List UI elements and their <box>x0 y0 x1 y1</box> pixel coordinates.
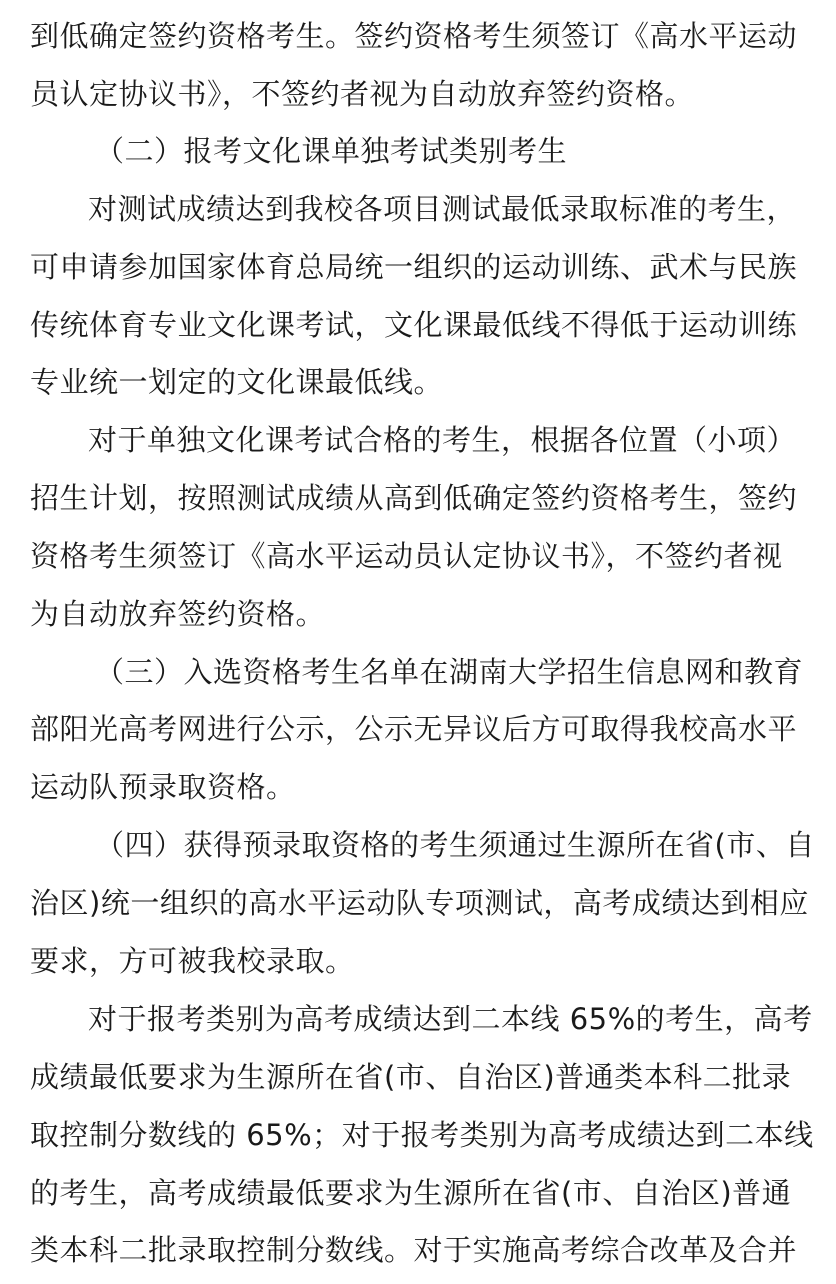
text-line: 取控制分数线的 65%；对于报考类别为高考成绩达到二本线 <box>30 1118 814 1152</box>
text-line: 的考生，高考成绩最低要求为生源所在省(市、自治区)普通 <box>30 1176 792 1210</box>
text-line: 员认定协议书》，不签约者视为自动放弃签约资格。 <box>30 77 695 111</box>
text-line: 可申请参加国家体育总局统一组织的运动训练、武术与民族 <box>30 250 798 284</box>
text-line: 成绩最低要求为生源所在省(市、自治区)普通类本科二批录 <box>30 1060 792 1094</box>
text-line: 专业统一划定的文化课最低线。 <box>30 365 444 399</box>
text-line: 招生计划，按照测试成绩从高到低确定签约资格考生，签约 <box>30 481 798 515</box>
text-line: 为自动放弃签约资格。 <box>30 597 326 631</box>
text-line: 运动队预录取资格。 <box>30 770 296 804</box>
section-heading: （三）入选资格考生名单在湖南大学招生信息网和教育 <box>95 655 804 689</box>
text-line: 到低确定签约资格考生。签约资格考生须签订《高水平运动 <box>30 19 798 53</box>
text-line: 对于报考类别为高考成绩达到二本线 65%的考生，高考 <box>88 1002 813 1036</box>
text-line: 对于单独文化课考试合格的考生，根据各位置（小项） <box>88 423 797 457</box>
text-line: 要求，方可被我校录取。 <box>30 944 355 978</box>
text-line: 类本科二批录取控制分数线。对于实施高考综合改革及合并 <box>30 1233 798 1267</box>
section-heading: （四）获得预录取资格的考生须通过生源所在省(市、自 <box>95 828 815 862</box>
section-heading: （二）报考文化课单独考试类别考生 <box>95 134 568 168</box>
text-line: 资格考生须签订《高水平运动员认定协议书》，不签约者视 <box>30 539 783 573</box>
text-line: 对测试成绩达到我校各项目测试最低录取标准的考生， <box>88 192 797 226</box>
text-line: 部阳光高考网进行公示，公示无异议后方可取得我校高水平 <box>30 712 798 746</box>
text-line: 传统体育专业文化课考试，文化课最低线不得低于运动训练 <box>30 308 798 342</box>
text-line: 治区)统一组织的高水平运动队专项测试，高考成绩达到相应 <box>30 886 809 920</box>
